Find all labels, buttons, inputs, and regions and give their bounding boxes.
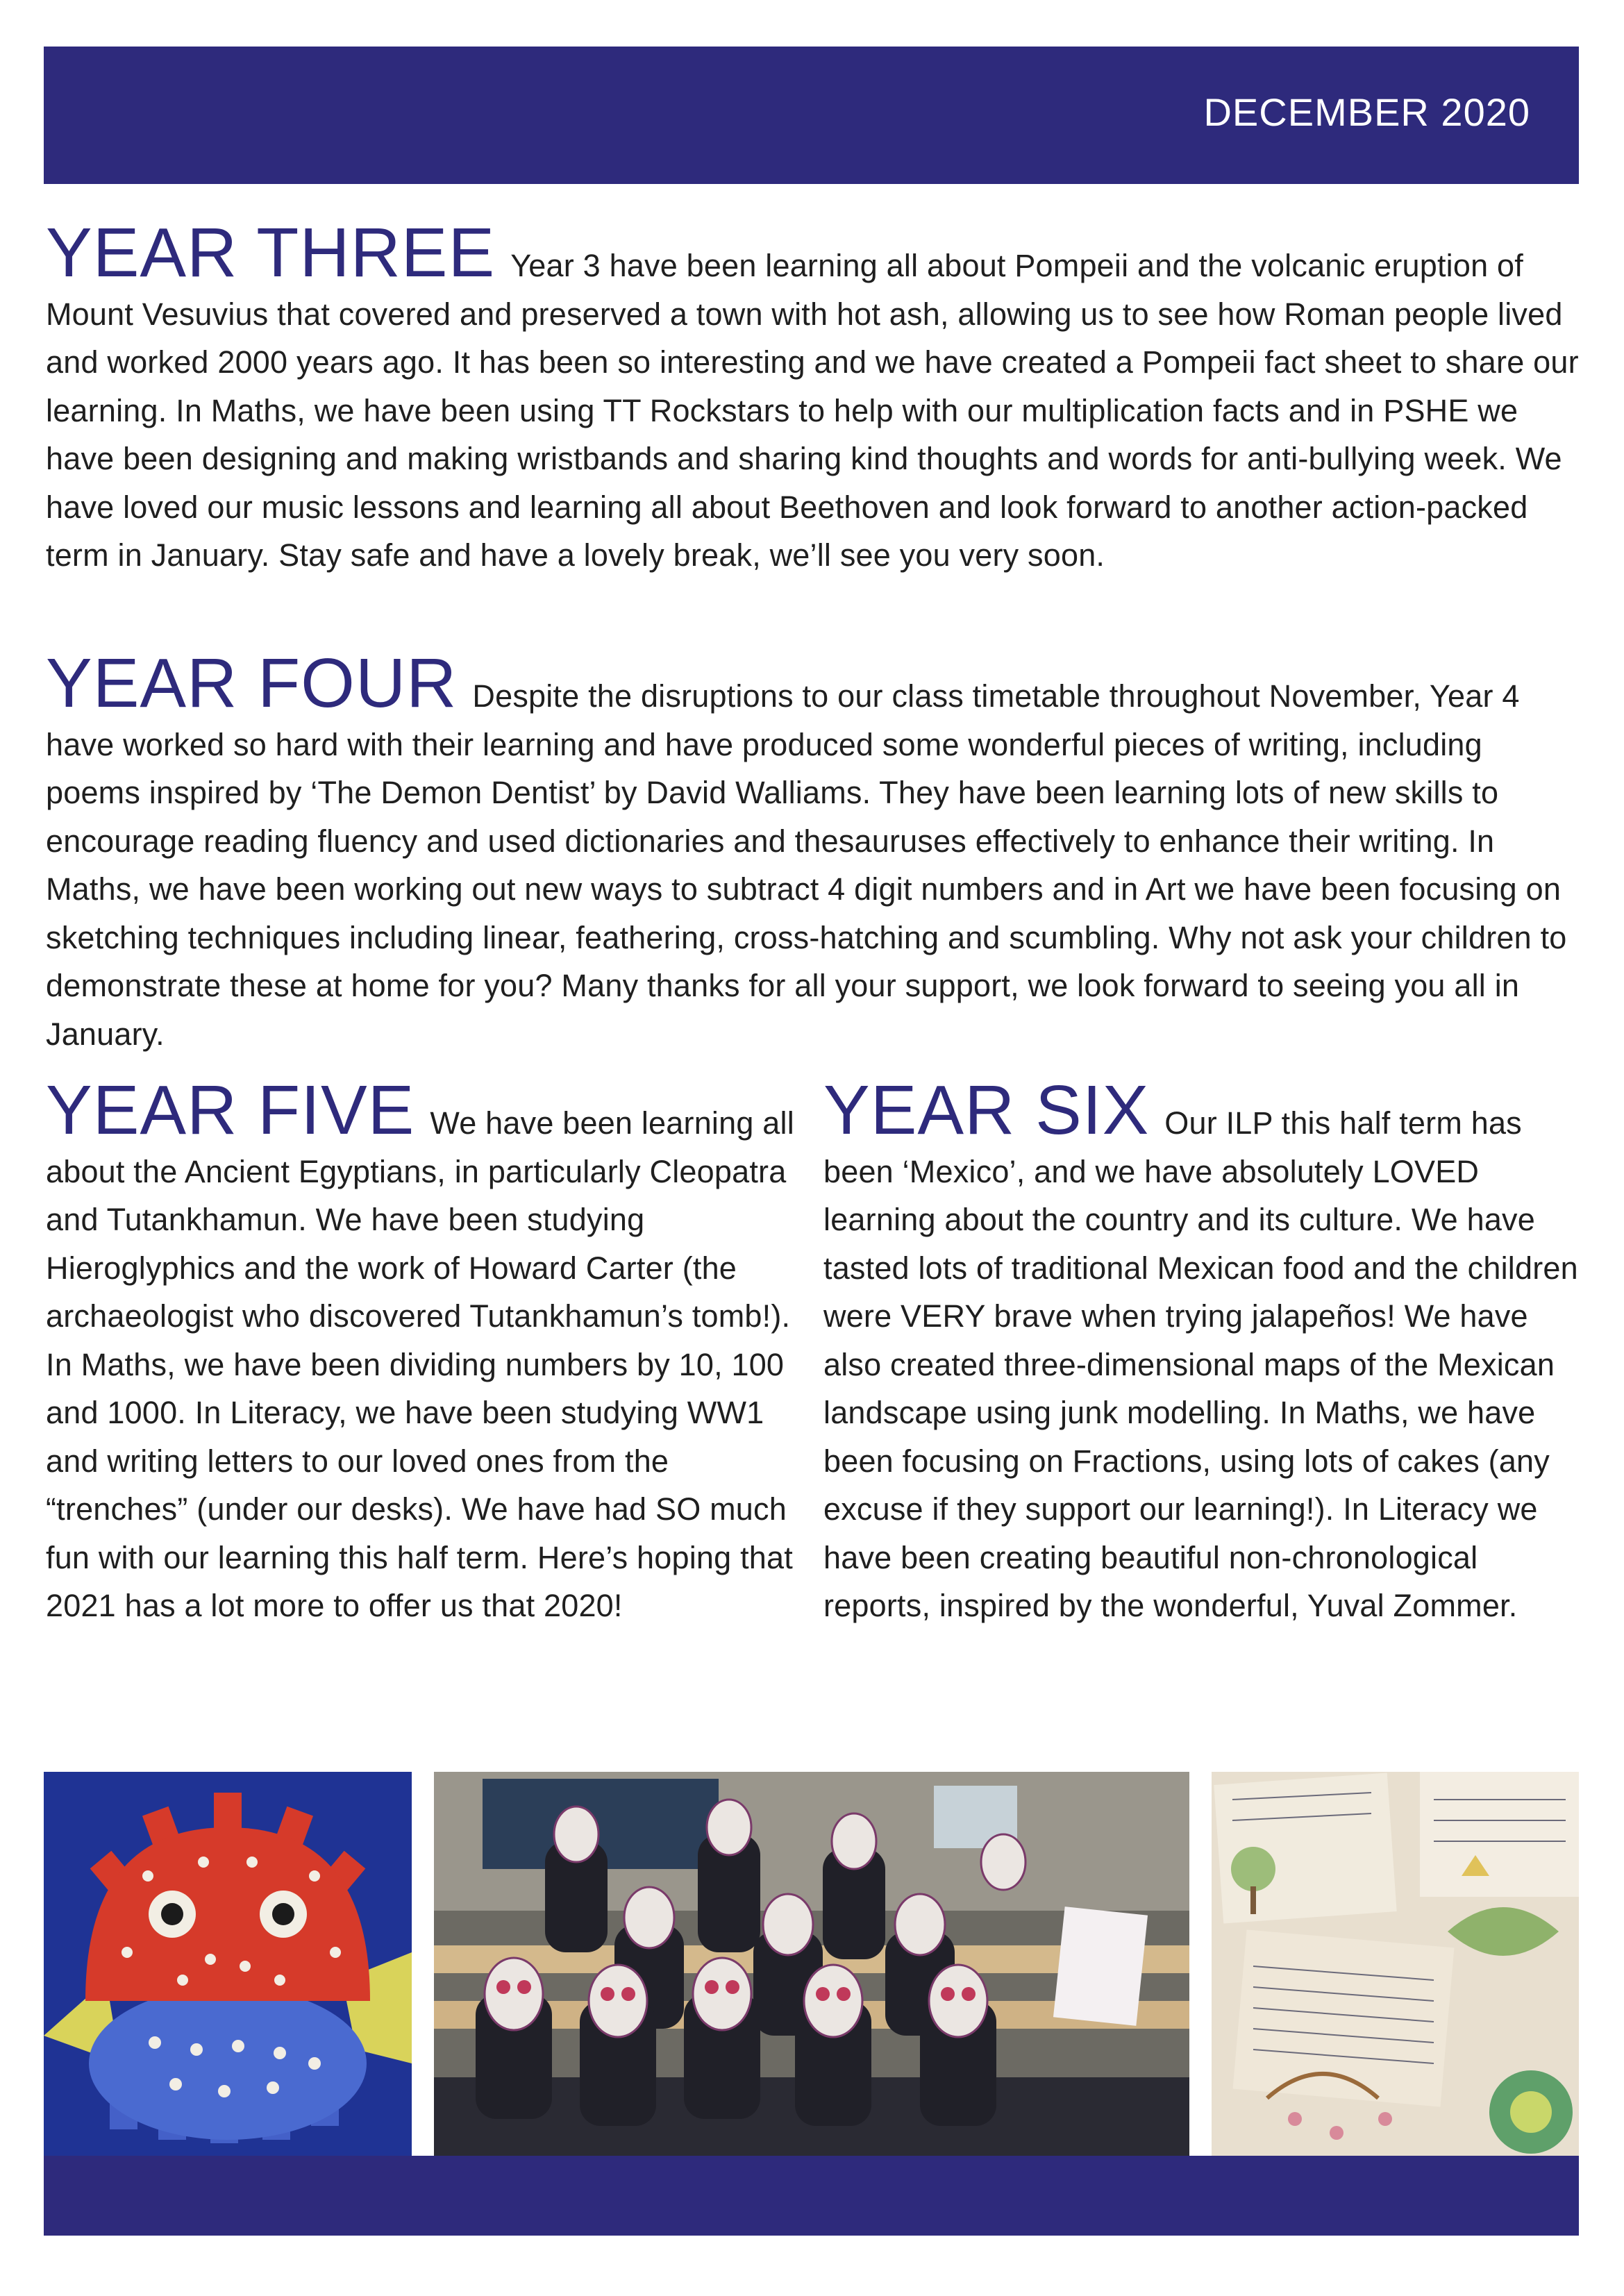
year-four-body: Despite the disruptions to our class timetable throughout November, Year 4 have worked so hard with their learning and have produced some wonderful pieces of writing, including poems inspired by ‘The Demon Dentist’ by David Walliams. They have been learning lots of new skills to encourage reading fluency and used dictionaries and thesauruses effectively to enhance their writing. In Maths, we have been working out new ways to subtract 4 digit numbers and in Art we have been focusing on sketching techniques including linear, feathering, cross-hatching and scumbling. Why not ask your children to demonstrate these at home for you? Many thanks for all your support, we look forward to seeing you all in January. [46,678,1567,1052]
year-three-heading: YEAR THREE [46,214,496,292]
fish-craft-photo [44,1772,412,2159]
newsletter-date: DECEMBER 2020 [1203,90,1530,134]
classroom-masks-photo [434,1772,1189,2159]
year-six-heading: YEAR SIX [823,1071,1150,1149]
footer-band [44,2156,1579,2236]
year-four-heading: YEAR FOUR [46,644,458,722]
year-five-body: We have been learning all about the Ancient Egyptians, in particularly Cleopatra and Tutankhamun. We have been studying Hieroglyphics and the work of Howard Carter (the archaeologist who discovered Tutankhamun’s tomb!). In Maths, we have been dividing numbers by 10, 100 and 1000. In Literacy, we have been studying WW1 and writing letters to our loved ones from the “trenches” (under our desks). We have had SO much fun with our learning this half term. Here’s hoping that 2021 has a lot more to offer us that 2020! [46,1105,794,1623]
year-three-body: Year 3 have been learning all about Pompeii and the volcanic eruption of Mount Vesuvius that covered and preserved a town with hot ash, allowing us to see how Roman people lived and worked 2000 years ago. It has been so interesting and we have created a Pompeii fact sheet to share our learning. In Maths, we have been using TT Rockstars to help with our multiplication facts and in PSHE we have been designing and making wristbands and sharing kind thoughts and words for anti-bullying week. We have loved our music lessons and learning all about Beethoven and look forward to another action-packed term in January. Stay safe and have a lovely break, we’ll see you very soon. [46,248,1579,573]
illustrated-report-photo [1212,1772,1579,2159]
year-four-section [46,644,1580,1058]
year-three-section [46,214,1580,580]
year-six-section [823,1071,1580,1630]
year-five-section [46,1071,796,1630]
header-band [44,47,1579,184]
year-five-heading: YEAR FIVE [46,1071,415,1149]
year-six-body: Our ILP this half term has been ‘Mexico’, and we have absolutely LOVED learning about the country and its culture. We have tasted lots of traditional Mexican food and the children were VERY brave when trying jalapeños! We have also created three-dimensional maps of the Mexican landscape using junk modelling. In Maths, we have been focusing on Fractions, using lots of cakes (any excuse if they support our learning!). In Literacy we have been creating beautiful non-chronological reports, inspired by the wonderful, Yuval Zommer. [823,1105,1578,1623]
